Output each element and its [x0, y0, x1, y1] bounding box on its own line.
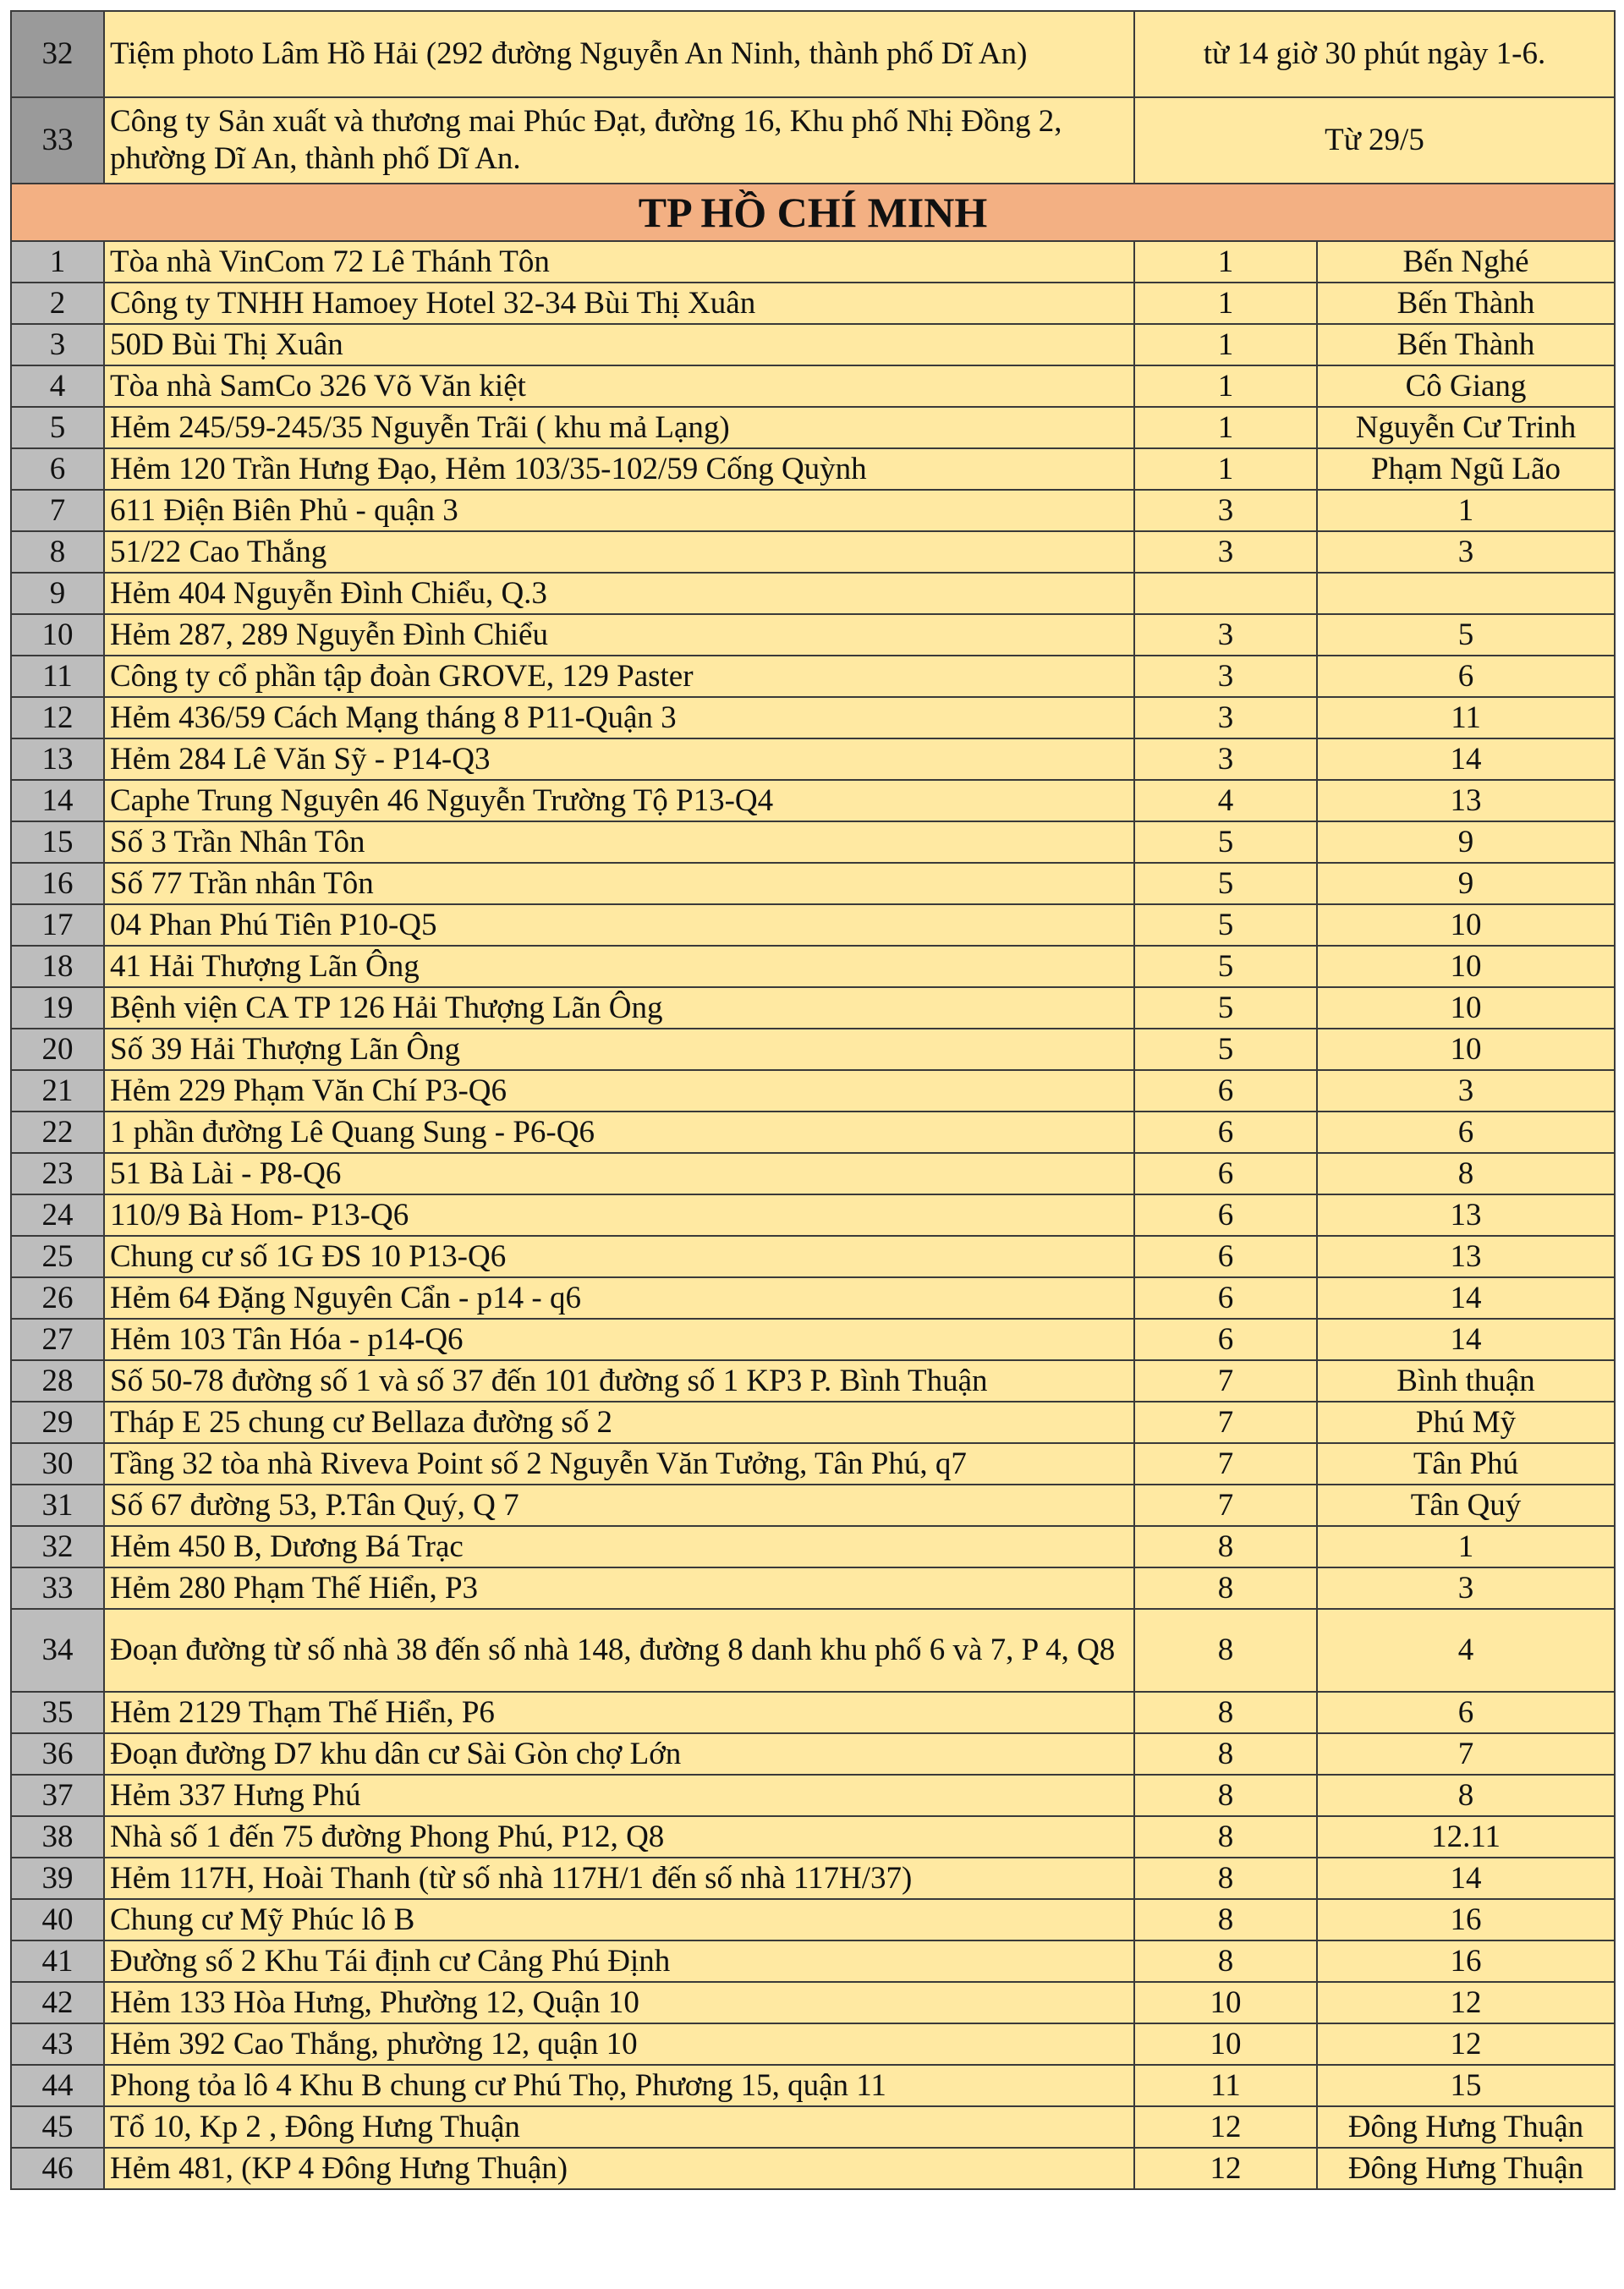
- row-ward: 9: [1317, 863, 1615, 904]
- row-number: 14: [11, 780, 104, 821]
- row-number: 12: [11, 697, 104, 738]
- table-row: [11, 283, 1615, 324]
- row-address: Tòa nhà SamCo 326 Võ Văn kiệt: [104, 365, 1134, 407]
- row-district: 6: [1134, 1236, 1317, 1277]
- row-ward: 1: [1317, 490, 1615, 531]
- table-row: [11, 531, 1615, 573]
- row-district: 12: [1134, 2148, 1317, 2189]
- row-number: 22: [11, 1112, 104, 1153]
- row-ward: 6: [1317, 656, 1615, 697]
- row-ward: Phú Mỹ: [1317, 1402, 1615, 1443]
- row-address: Hẻm 117H, Hoài Thanh (từ số nhà 117H/1 đến số nhà 117H/37): [104, 1858, 1134, 1899]
- row-number: 42: [11, 1982, 104, 2023]
- table-row: [11, 1277, 1615, 1319]
- row-number: 24: [11, 1194, 104, 1236]
- row-number: 28: [11, 1360, 104, 1402]
- row-ward: 12: [1317, 1982, 1615, 2023]
- row-number: 9: [11, 573, 104, 614]
- row-address: Hẻm 280 Phạm Thế Hiển, P3: [104, 1567, 1134, 1609]
- row-ward: 12.11: [1317, 1816, 1615, 1858]
- row-district: 7: [1134, 1443, 1317, 1485]
- row-district: 8: [1134, 1858, 1317, 1899]
- row-address: Hẻm 392 Cao Thắng, phường 12, quận 10: [104, 2023, 1134, 2065]
- row-number: 27: [11, 1319, 104, 1360]
- row-district: 1: [1134, 324, 1317, 365]
- row-ward: Bình thuận: [1317, 1360, 1615, 1402]
- row-ward: Nguyễn Cư Trinh: [1317, 407, 1615, 448]
- row-number: 17: [11, 904, 104, 946]
- row-district: 5: [1134, 821, 1317, 863]
- row-number: 21: [11, 1070, 104, 1112]
- row-address: Tháp E 25 chung cư Bellaza đường số 2: [104, 1402, 1134, 1443]
- row-number: 46: [11, 2148, 104, 2189]
- table-row: [11, 1070, 1615, 1112]
- row-ward: 9: [1317, 821, 1615, 863]
- row-district: 3: [1134, 614, 1317, 656]
- row-address: 51/22 Cao Thắng: [104, 531, 1134, 573]
- row-district: 6: [1134, 1194, 1317, 1236]
- table-row: [11, 2106, 1615, 2148]
- table-row: [11, 1692, 1615, 1733]
- row-number: 36: [11, 1733, 104, 1775]
- row-ward: Bến Thành: [1317, 324, 1615, 365]
- row-address: Hẻm 436/59 Cách Mạng tháng 8 P11-Quận 3: [104, 697, 1134, 738]
- row-district: 5: [1134, 863, 1317, 904]
- row-district: 8: [1134, 1526, 1317, 1567]
- row-district: 1: [1134, 241, 1317, 283]
- table-row: [11, 1194, 1615, 1236]
- row-ward: 6: [1317, 1692, 1615, 1733]
- table-row: [11, 1112, 1615, 1153]
- row-address: Chung cư số 1G ĐS 10 P13-Q6: [104, 1236, 1134, 1277]
- row-district: 7: [1134, 1485, 1317, 1526]
- row-address: Công ty Sản xuất và thương mai Phúc Đạt, đường 16, Khu phố Nhị Đồng 2, phường Dĩ An, thành phố Dĩ An.: [104, 97, 1134, 184]
- row-number: 11: [11, 656, 104, 697]
- row-address: Hẻm 120 Trần Hưng Đạo, Hẻm 103/35-102/59 Cống Quỳnh: [104, 448, 1134, 490]
- table-row: [11, 1485, 1615, 1526]
- row-address: 611 Điện Biên Phủ - quận 3: [104, 490, 1134, 531]
- row-address: Tòa nhà VinCom 72 Lê Thánh Tôn: [104, 241, 1134, 283]
- section-header-row: [11, 184, 1615, 241]
- row-ward: 15: [1317, 2065, 1615, 2106]
- row-address: Hẻm 64 Đặng Nguyên Cẩn - p14 - q6: [104, 1277, 1134, 1319]
- table-row: [11, 1029, 1615, 1070]
- table-row: [11, 1319, 1615, 1360]
- row-district: 1: [1134, 407, 1317, 448]
- row-ward: Tân Phú: [1317, 1443, 1615, 1485]
- table-row: [11, 1733, 1615, 1775]
- row-number: 6: [11, 448, 104, 490]
- table-row: [11, 1360, 1615, 1402]
- row-address: Hẻm 450 B, Dương Bá Trạc: [104, 1526, 1134, 1567]
- row-address: Hẻm 284 Lê Văn Sỹ - P14-Q3: [104, 738, 1134, 780]
- row-address: Chung cư Mỹ Phúc lô B: [104, 1899, 1134, 1940]
- table-row: [11, 1153, 1615, 1194]
- row-district: 1: [1134, 365, 1317, 407]
- table-row: [11, 365, 1615, 407]
- row-number: 10: [11, 614, 104, 656]
- row-time: Từ 29/5: [1134, 97, 1615, 184]
- row-district: 3: [1134, 656, 1317, 697]
- row-district: 5: [1134, 904, 1317, 946]
- row-number: 25: [11, 1236, 104, 1277]
- table-row: [11, 863, 1615, 904]
- row-number: 1: [11, 241, 104, 283]
- row-ward: 8: [1317, 1153, 1615, 1194]
- row-ward: Cô Giang: [1317, 365, 1615, 407]
- row-number: 13: [11, 738, 104, 780]
- row-number: 29: [11, 1402, 104, 1443]
- row-number: 31: [11, 1485, 104, 1526]
- table-row: [11, 407, 1615, 448]
- row-number: 7: [11, 490, 104, 531]
- row-address: Hẻm 287, 289 Nguyễn Đình Chiểu: [104, 614, 1134, 656]
- row-district: 8: [1134, 1775, 1317, 1816]
- row-ward: 10: [1317, 904, 1615, 946]
- row-district: 7: [1134, 1360, 1317, 1402]
- row-ward: 10: [1317, 987, 1615, 1029]
- row-time: từ 14 giờ 30 phút ngày 1-6.: [1134, 11, 1615, 97]
- row-ward: 13: [1317, 1236, 1615, 1277]
- row-number: 44: [11, 2065, 104, 2106]
- row-ward: 3: [1317, 531, 1615, 573]
- row-district: 8: [1134, 1733, 1317, 1775]
- row-ward: Bến Nghé: [1317, 241, 1615, 283]
- row-district: 12: [1134, 2106, 1317, 2148]
- row-number: 30: [11, 1443, 104, 1485]
- row-district: 1: [1134, 283, 1317, 324]
- row-address: Số 39 Hải Thượng Lãn Ông: [104, 1029, 1134, 1070]
- row-number: 26: [11, 1277, 104, 1319]
- row-number: 19: [11, 987, 104, 1029]
- row-district: 3: [1134, 531, 1317, 573]
- row-district: 8: [1134, 1940, 1317, 1982]
- table-row: [11, 2023, 1615, 2065]
- row-district: 6: [1134, 1153, 1317, 1194]
- table-row: [11, 241, 1615, 283]
- row-district: 1: [1134, 448, 1317, 490]
- row-district: 8: [1134, 1692, 1317, 1733]
- row-address: Số 3 Trần Nhân Tôn: [104, 821, 1134, 863]
- row-district: 8: [1134, 1899, 1317, 1940]
- row-district: 6: [1134, 1277, 1317, 1319]
- row-address: 04 Phan Phú Tiên P10-Q5: [104, 904, 1134, 946]
- row-address: Tầng 32 tòa nhà Riveva Point số 2 Nguyễn Văn Tưởng, Tân Phú, q7: [104, 1443, 1134, 1485]
- table-row: [11, 1526, 1615, 1567]
- row-ward: 7: [1317, 1733, 1615, 1775]
- row-address: 51 Bà Lài - P8-Q6: [104, 1153, 1134, 1194]
- row-district: 6: [1134, 1319, 1317, 1360]
- table-row: [11, 821, 1615, 863]
- row-number: 33: [11, 1567, 104, 1609]
- row-number: 23: [11, 1153, 104, 1194]
- row-address: Hẻm 245/59-245/35 Nguyễn Trãi ( khu mả Lạng): [104, 407, 1134, 448]
- row-address: Hẻm 133 Hòa Hưng, Phường 12, Quận 10: [104, 1982, 1134, 2023]
- table-row: [11, 614, 1615, 656]
- row-district: 6: [1134, 1070, 1317, 1112]
- row-ward: Đông Hưng Thuận: [1317, 2106, 1615, 2148]
- locations-table: [10, 10, 1616, 2190]
- row-address: Số 50-78 đường số 1 và số 37 đến 101 đường số 1 KP3 P. Bình Thuận: [104, 1360, 1134, 1402]
- row-ward: 6: [1317, 1112, 1615, 1153]
- table-row: [11, 448, 1615, 490]
- row-number: 32: [11, 1526, 104, 1567]
- row-number: 16: [11, 863, 104, 904]
- table-row: [11, 490, 1615, 531]
- table-row: [11, 97, 1615, 184]
- table-row: [11, 1236, 1615, 1277]
- row-ward: 14: [1317, 1858, 1615, 1899]
- row-ward: [1317, 573, 1615, 614]
- table-row: [11, 946, 1615, 987]
- row-number: 2: [11, 283, 104, 324]
- row-address: Công ty TNHH Hamoey Hotel 32-34 Bùi Thị Xuân: [104, 283, 1134, 324]
- table-row: [11, 11, 1615, 97]
- row-district: 10: [1134, 1982, 1317, 2023]
- row-district: 11: [1134, 2065, 1317, 2106]
- row-ward: Tân Quý: [1317, 1485, 1615, 1526]
- row-district: 5: [1134, 987, 1317, 1029]
- row-address: Nhà số 1 đến 75 đường Phong Phú, P12, Q8: [104, 1816, 1134, 1858]
- table-row: [11, 2148, 1615, 2189]
- table-row: [11, 738, 1615, 780]
- table-row: [11, 1816, 1615, 1858]
- row-number: 5: [11, 407, 104, 448]
- table-row: [11, 1858, 1615, 1899]
- row-address: 1 phần đường Lê Quang Sung - P6-Q6: [104, 1112, 1134, 1153]
- table-row: [11, 1940, 1615, 1982]
- row-ward: 13: [1317, 1194, 1615, 1236]
- row-district: 8: [1134, 1609, 1317, 1692]
- row-ward: 14: [1317, 738, 1615, 780]
- row-number: 8: [11, 531, 104, 573]
- row-district: 8: [1134, 1816, 1317, 1858]
- row-number: 20: [11, 1029, 104, 1070]
- row-ward: 8: [1317, 1775, 1615, 1816]
- table-row: [11, 1982, 1615, 2023]
- row-address: Tổ 10, Kp 2 , Đông Hưng Thuận: [104, 2106, 1134, 2148]
- row-address: Hẻm 404 Nguyễn Đình Chiểu, Q.3: [104, 573, 1134, 614]
- row-address: Tiệm photo Lâm Hồ Hải (292 đường Nguyễn An Ninh, thành phố Dĩ An): [104, 11, 1134, 97]
- row-ward: 10: [1317, 1029, 1615, 1070]
- table-row: [11, 1899, 1615, 1940]
- row-address: Đoạn đường từ số nhà 38 đến số nhà 148, đường 8 danh khu phố 6 và 7, P 4, Q8: [104, 1609, 1134, 1692]
- row-district: 7: [1134, 1402, 1317, 1443]
- row-number: 3: [11, 324, 104, 365]
- lockdown-list-sheet: [10, 10, 1614, 2190]
- row-address: Đoạn đường D7 khu dân cư Sài Gòn chợ Lớn: [104, 1733, 1134, 1775]
- row-address: Bệnh viện CA TP 126 Hải Thượng Lãn Ông: [104, 987, 1134, 1029]
- row-ward: 14: [1317, 1277, 1615, 1319]
- row-address: Phong tỏa lô 4 Khu B chung cư Phú Thọ, Phương 15, quận 11: [104, 2065, 1134, 2106]
- table-row: [11, 656, 1615, 697]
- row-district: 8: [1134, 1567, 1317, 1609]
- row-ward: 16: [1317, 1899, 1615, 1940]
- row-address: Số 77 Trần nhân Tôn: [104, 863, 1134, 904]
- row-number: 40: [11, 1899, 104, 1940]
- row-district: 4: [1134, 780, 1317, 821]
- row-district: 10: [1134, 2023, 1317, 2065]
- row-district: 3: [1134, 490, 1317, 531]
- row-ward: Đông Hưng Thuận: [1317, 2148, 1615, 2189]
- table-row: [11, 1609, 1615, 1692]
- row-number: 39: [11, 1858, 104, 1899]
- row-address: Hẻm 337 Hưng Phú: [104, 1775, 1134, 1816]
- row-address: 50D Bùi Thị Xuân: [104, 324, 1134, 365]
- row-number: 37: [11, 1775, 104, 1816]
- row-address: Số 67 đường 53, P.Tân Quý, Q 7: [104, 1485, 1134, 1526]
- row-number: 35: [11, 1692, 104, 1733]
- row-ward: 4: [1317, 1609, 1615, 1692]
- row-number: 32: [11, 11, 104, 97]
- row-address: 110/9 Bà Hom- P13-Q6: [104, 1194, 1134, 1236]
- row-number: 45: [11, 2106, 104, 2148]
- row-address: Hẻm 103 Tân Hóa - p14-Q6: [104, 1319, 1134, 1360]
- row-district: 5: [1134, 946, 1317, 987]
- row-ward: 10: [1317, 946, 1615, 987]
- row-address: 41 Hải Thượng Lãn Ông: [104, 946, 1134, 987]
- table-row: [11, 904, 1615, 946]
- row-ward: 12: [1317, 2023, 1615, 2065]
- section-title: TP HỒ CHÍ MINH: [11, 184, 1615, 241]
- row-district: 3: [1134, 697, 1317, 738]
- row-ward: Bến Thành: [1317, 283, 1615, 324]
- row-number: 18: [11, 946, 104, 987]
- row-district: 5: [1134, 1029, 1317, 1070]
- table-row: [11, 573, 1615, 614]
- row-address: Caphe Trung Nguyên 46 Nguyễn Trường Tộ P13-Q4: [104, 780, 1134, 821]
- row-number: 38: [11, 1816, 104, 1858]
- row-address: Hẻm 481, (KP 4 Đông Hưng Thuận): [104, 2148, 1134, 2189]
- row-ward: 16: [1317, 1940, 1615, 1982]
- table-row: [11, 324, 1615, 365]
- row-address: Đường số 2 Khu Tái định cư Cảng Phú Định: [104, 1940, 1134, 1982]
- row-ward: 3: [1317, 1070, 1615, 1112]
- locations-table-body: [11, 11, 1615, 2189]
- row-ward: 14: [1317, 1319, 1615, 1360]
- row-district: 6: [1134, 1112, 1317, 1153]
- row-address: Hẻm 229 Phạm Văn Chí P3-Q6: [104, 1070, 1134, 1112]
- row-district: 3: [1134, 738, 1317, 780]
- row-ward: 5: [1317, 614, 1615, 656]
- row-number: 15: [11, 821, 104, 863]
- row-number: 33: [11, 97, 104, 184]
- table-row: [11, 2065, 1615, 2106]
- table-row: [11, 780, 1615, 821]
- row-ward: 13: [1317, 780, 1615, 821]
- row-district: [1134, 573, 1317, 614]
- table-row: [11, 1402, 1615, 1443]
- row-number: 34: [11, 1609, 104, 1692]
- table-row: [11, 1775, 1615, 1816]
- table-row: [11, 697, 1615, 738]
- row-ward: 3: [1317, 1567, 1615, 1609]
- table-row: [11, 1567, 1615, 1609]
- row-number: 4: [11, 365, 104, 407]
- table-row: [11, 987, 1615, 1029]
- row-number: 43: [11, 2023, 104, 2065]
- row-number: 41: [11, 1940, 104, 1982]
- row-ward: Phạm Ngũ Lão: [1317, 448, 1615, 490]
- table-row: [11, 1443, 1615, 1485]
- row-address: Hẻm 2129 Thạm Thế Hiển, P6: [104, 1692, 1134, 1733]
- row-ward: 11: [1317, 697, 1615, 738]
- row-ward: 1: [1317, 1526, 1615, 1567]
- row-address: Công ty cổ phần tập đoàn GROVE, 129 Paster: [104, 656, 1134, 697]
